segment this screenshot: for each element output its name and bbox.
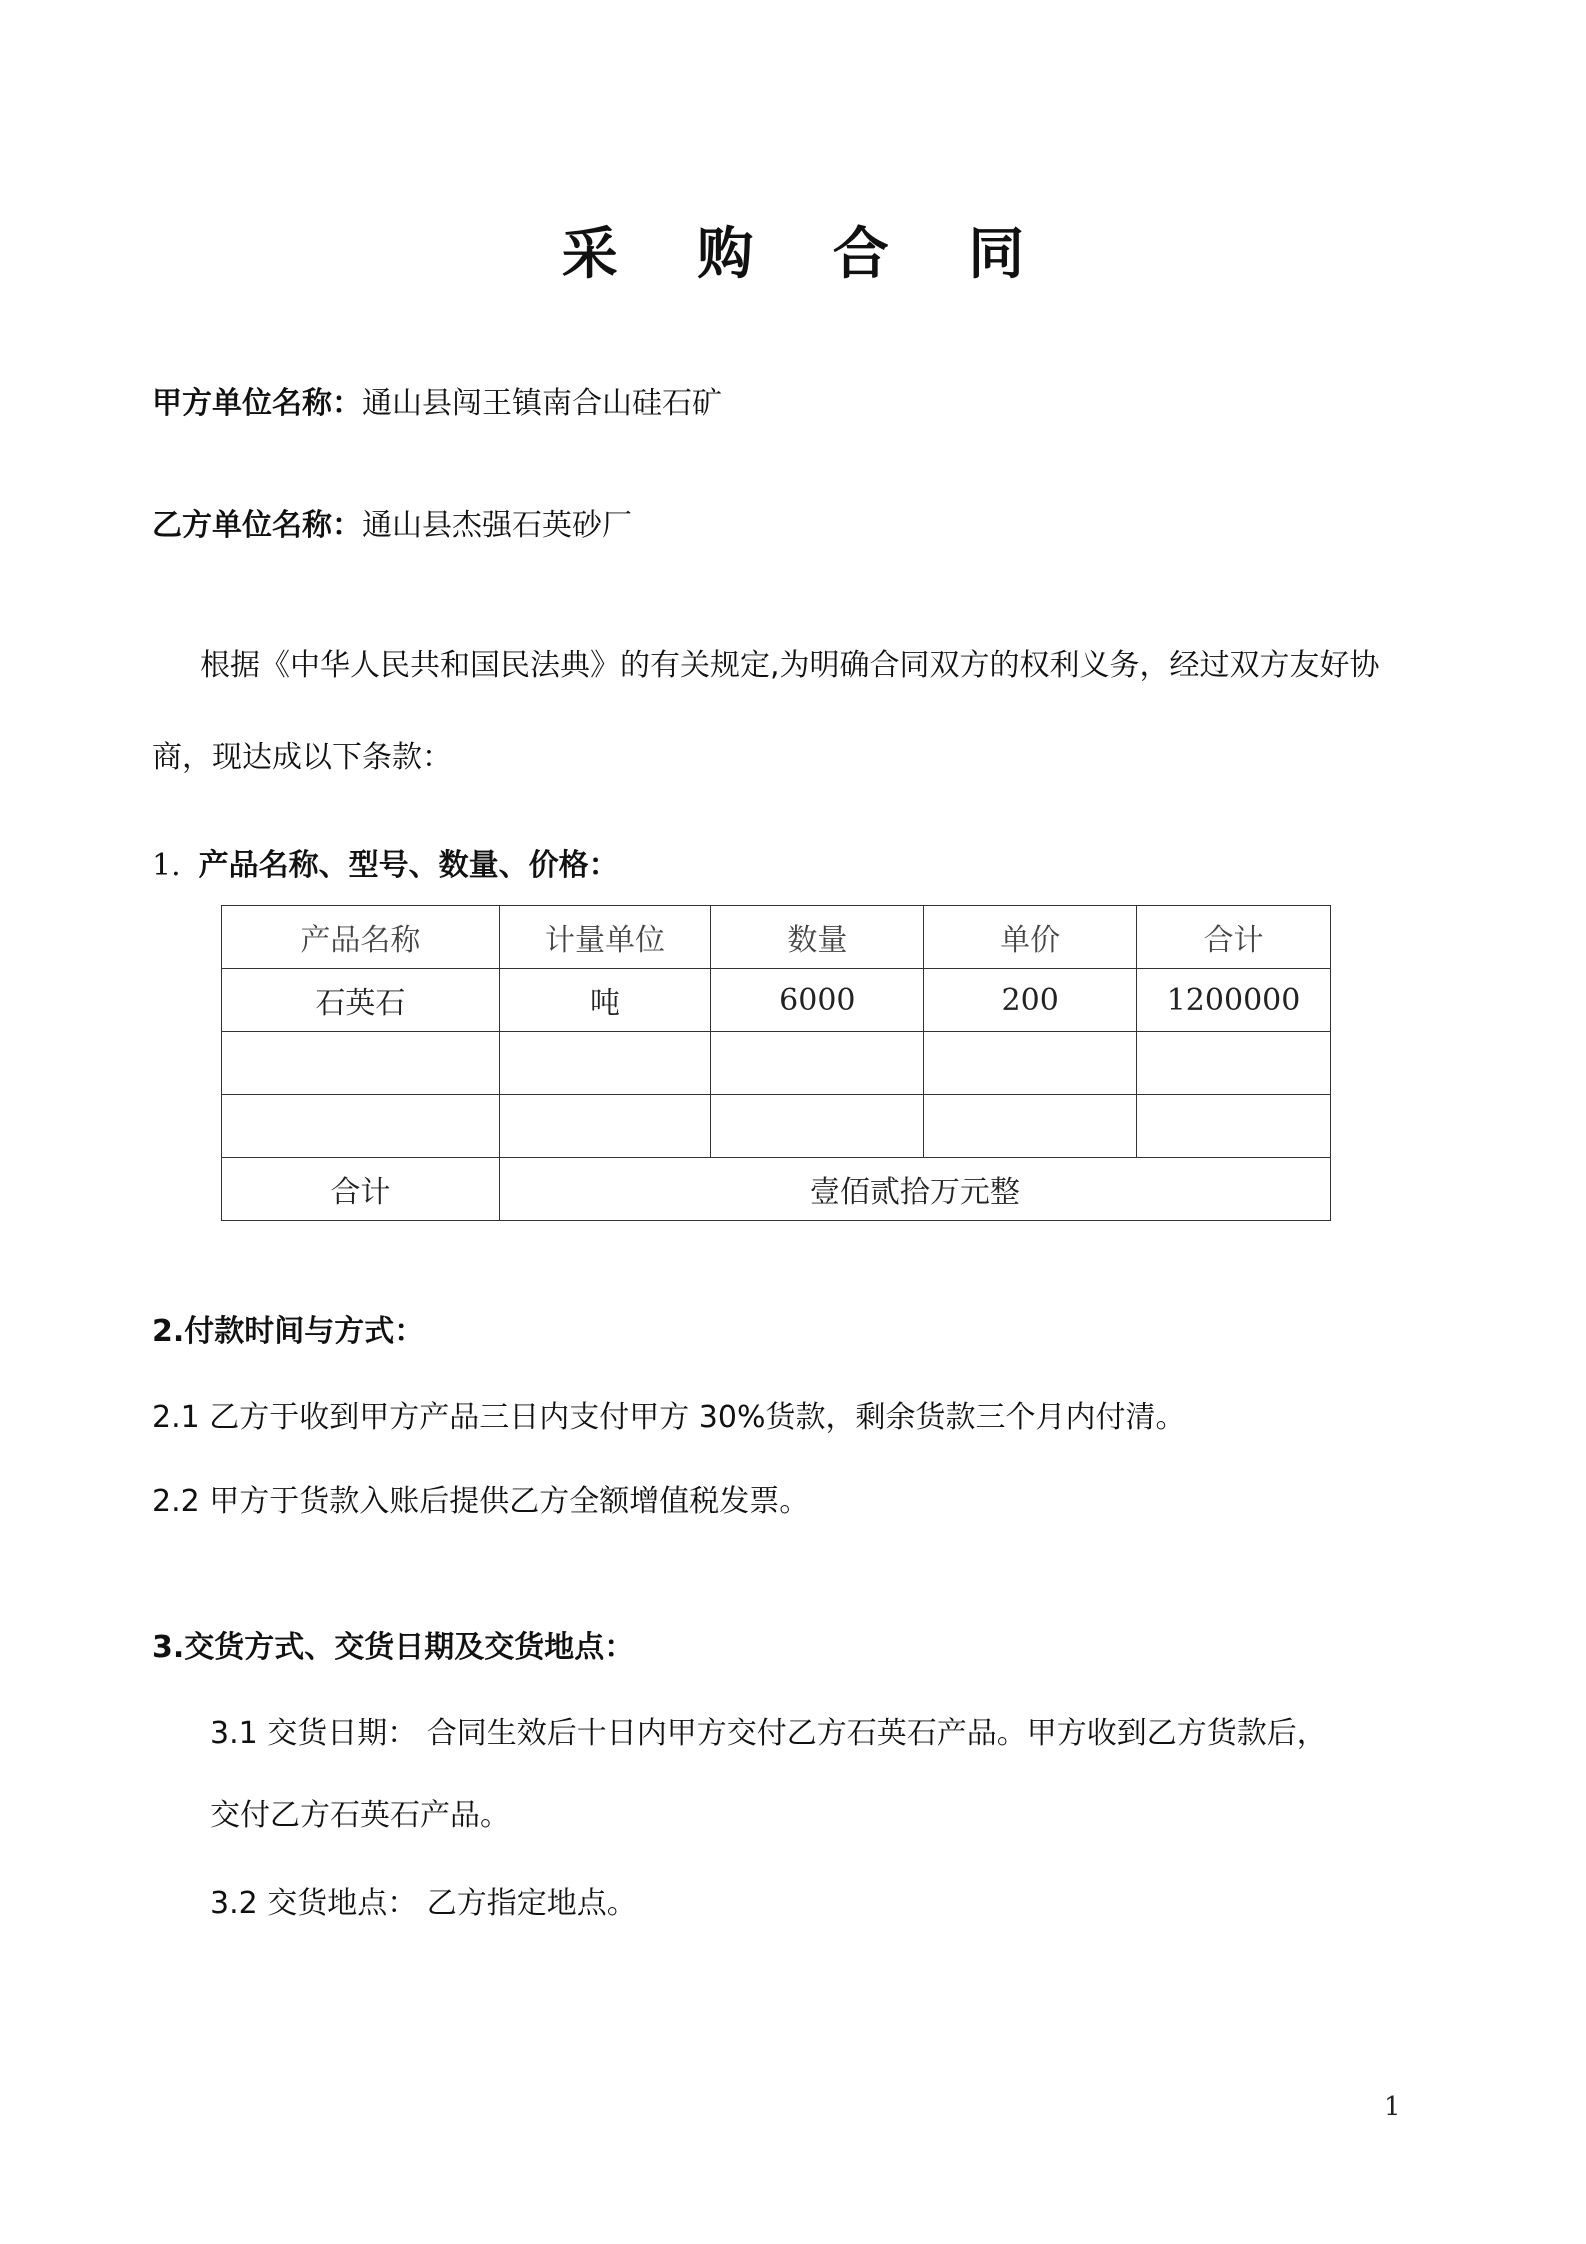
section-2-item-2: 2.2 甲方于货款入账后提供乙方全额增值税发票。 (152, 1484, 810, 1519)
table-row (222, 1095, 1331, 1158)
cell-quantity (711, 1032, 924, 1095)
cell-product-name (222, 1032, 500, 1095)
cell-unit-price: 200 (924, 969, 1137, 1032)
section-2-heading: 2.付款时间与方式： (152, 1314, 425, 1349)
document-title: 采 购 合 同 (561, 222, 1055, 287)
cell-total (1137, 1095, 1331, 1158)
table-row (222, 1032, 1331, 1095)
table-header-row (222, 906, 1331, 969)
party-a-name: 通山县闯王镇南合山硅石矿 (362, 386, 722, 421)
cell-quantity (711, 1095, 924, 1158)
section-1-number: 1. (152, 848, 181, 883)
section-3-item-1-line-2: 交付乙方石英石产品。 (210, 1798, 510, 1833)
page-number: 1 (1384, 2092, 1401, 2122)
cell-unit-price (924, 1095, 1137, 1158)
party-b-label: 乙方单位名称： (152, 508, 362, 543)
party-a (152, 378, 722, 422)
header-total: 合计 (1137, 906, 1331, 969)
header-quantity: 数量 (711, 906, 924, 969)
cell-total (1137, 1032, 1331, 1095)
section-3-item-1-line-1: 3.1 交货日期： 合同生效后十日内甲方交付乙方石英石产品。甲方收到乙方货款后， (210, 1716, 1327, 1751)
cell-product-name (222, 1095, 500, 1158)
section-1-title: 产品名称、型号、数量、价格： (198, 848, 619, 883)
section-3-item-2: 3.2 交货地点： 乙方指定地点。 (210, 1886, 637, 1921)
header-product-name: 产品名称 (222, 906, 500, 969)
section-3-heading: 3.交货方式、交货日期及交货地点： (152, 1630, 635, 1665)
section-2-item-1: 2.1 乙方于收到甲方产品三日内支付甲方 30%货款，剩余货款三个月内付清。 (152, 1400, 1186, 1435)
cell-unit: 吨 (499, 969, 711, 1032)
total-amount-in-words: 壹佰贰拾万元整 (499, 1158, 1330, 1221)
table-total-row (222, 1158, 1331, 1221)
party-b (152, 500, 632, 544)
total-label-cell: 合计 (222, 1158, 500, 1221)
header-unit: 计量单位 (499, 906, 711, 969)
cell-product-name: 石英石 (222, 969, 500, 1032)
intro-paragraph: 根据《中华人民共和国民法典》的有关规定,为明确合同双方的权利义务，经过双方友好协商，现达成以下条款： (152, 648, 1380, 775)
cell-unit (499, 1032, 711, 1095)
table-row (222, 969, 1331, 1032)
cell-unit-price (924, 1032, 1137, 1095)
cell-total: 1200000 (1137, 969, 1331, 1032)
header-unit-price: 单价 (924, 906, 1137, 969)
section-1-heading (152, 840, 619, 884)
product-table (221, 905, 1331, 1221)
cell-quantity: 6000 (711, 969, 924, 1032)
cell-unit (499, 1095, 711, 1158)
party-b-name: 通山县杰强石英砂厂 (362, 508, 632, 543)
party-a-label: 甲方单位名称： (152, 386, 362, 421)
